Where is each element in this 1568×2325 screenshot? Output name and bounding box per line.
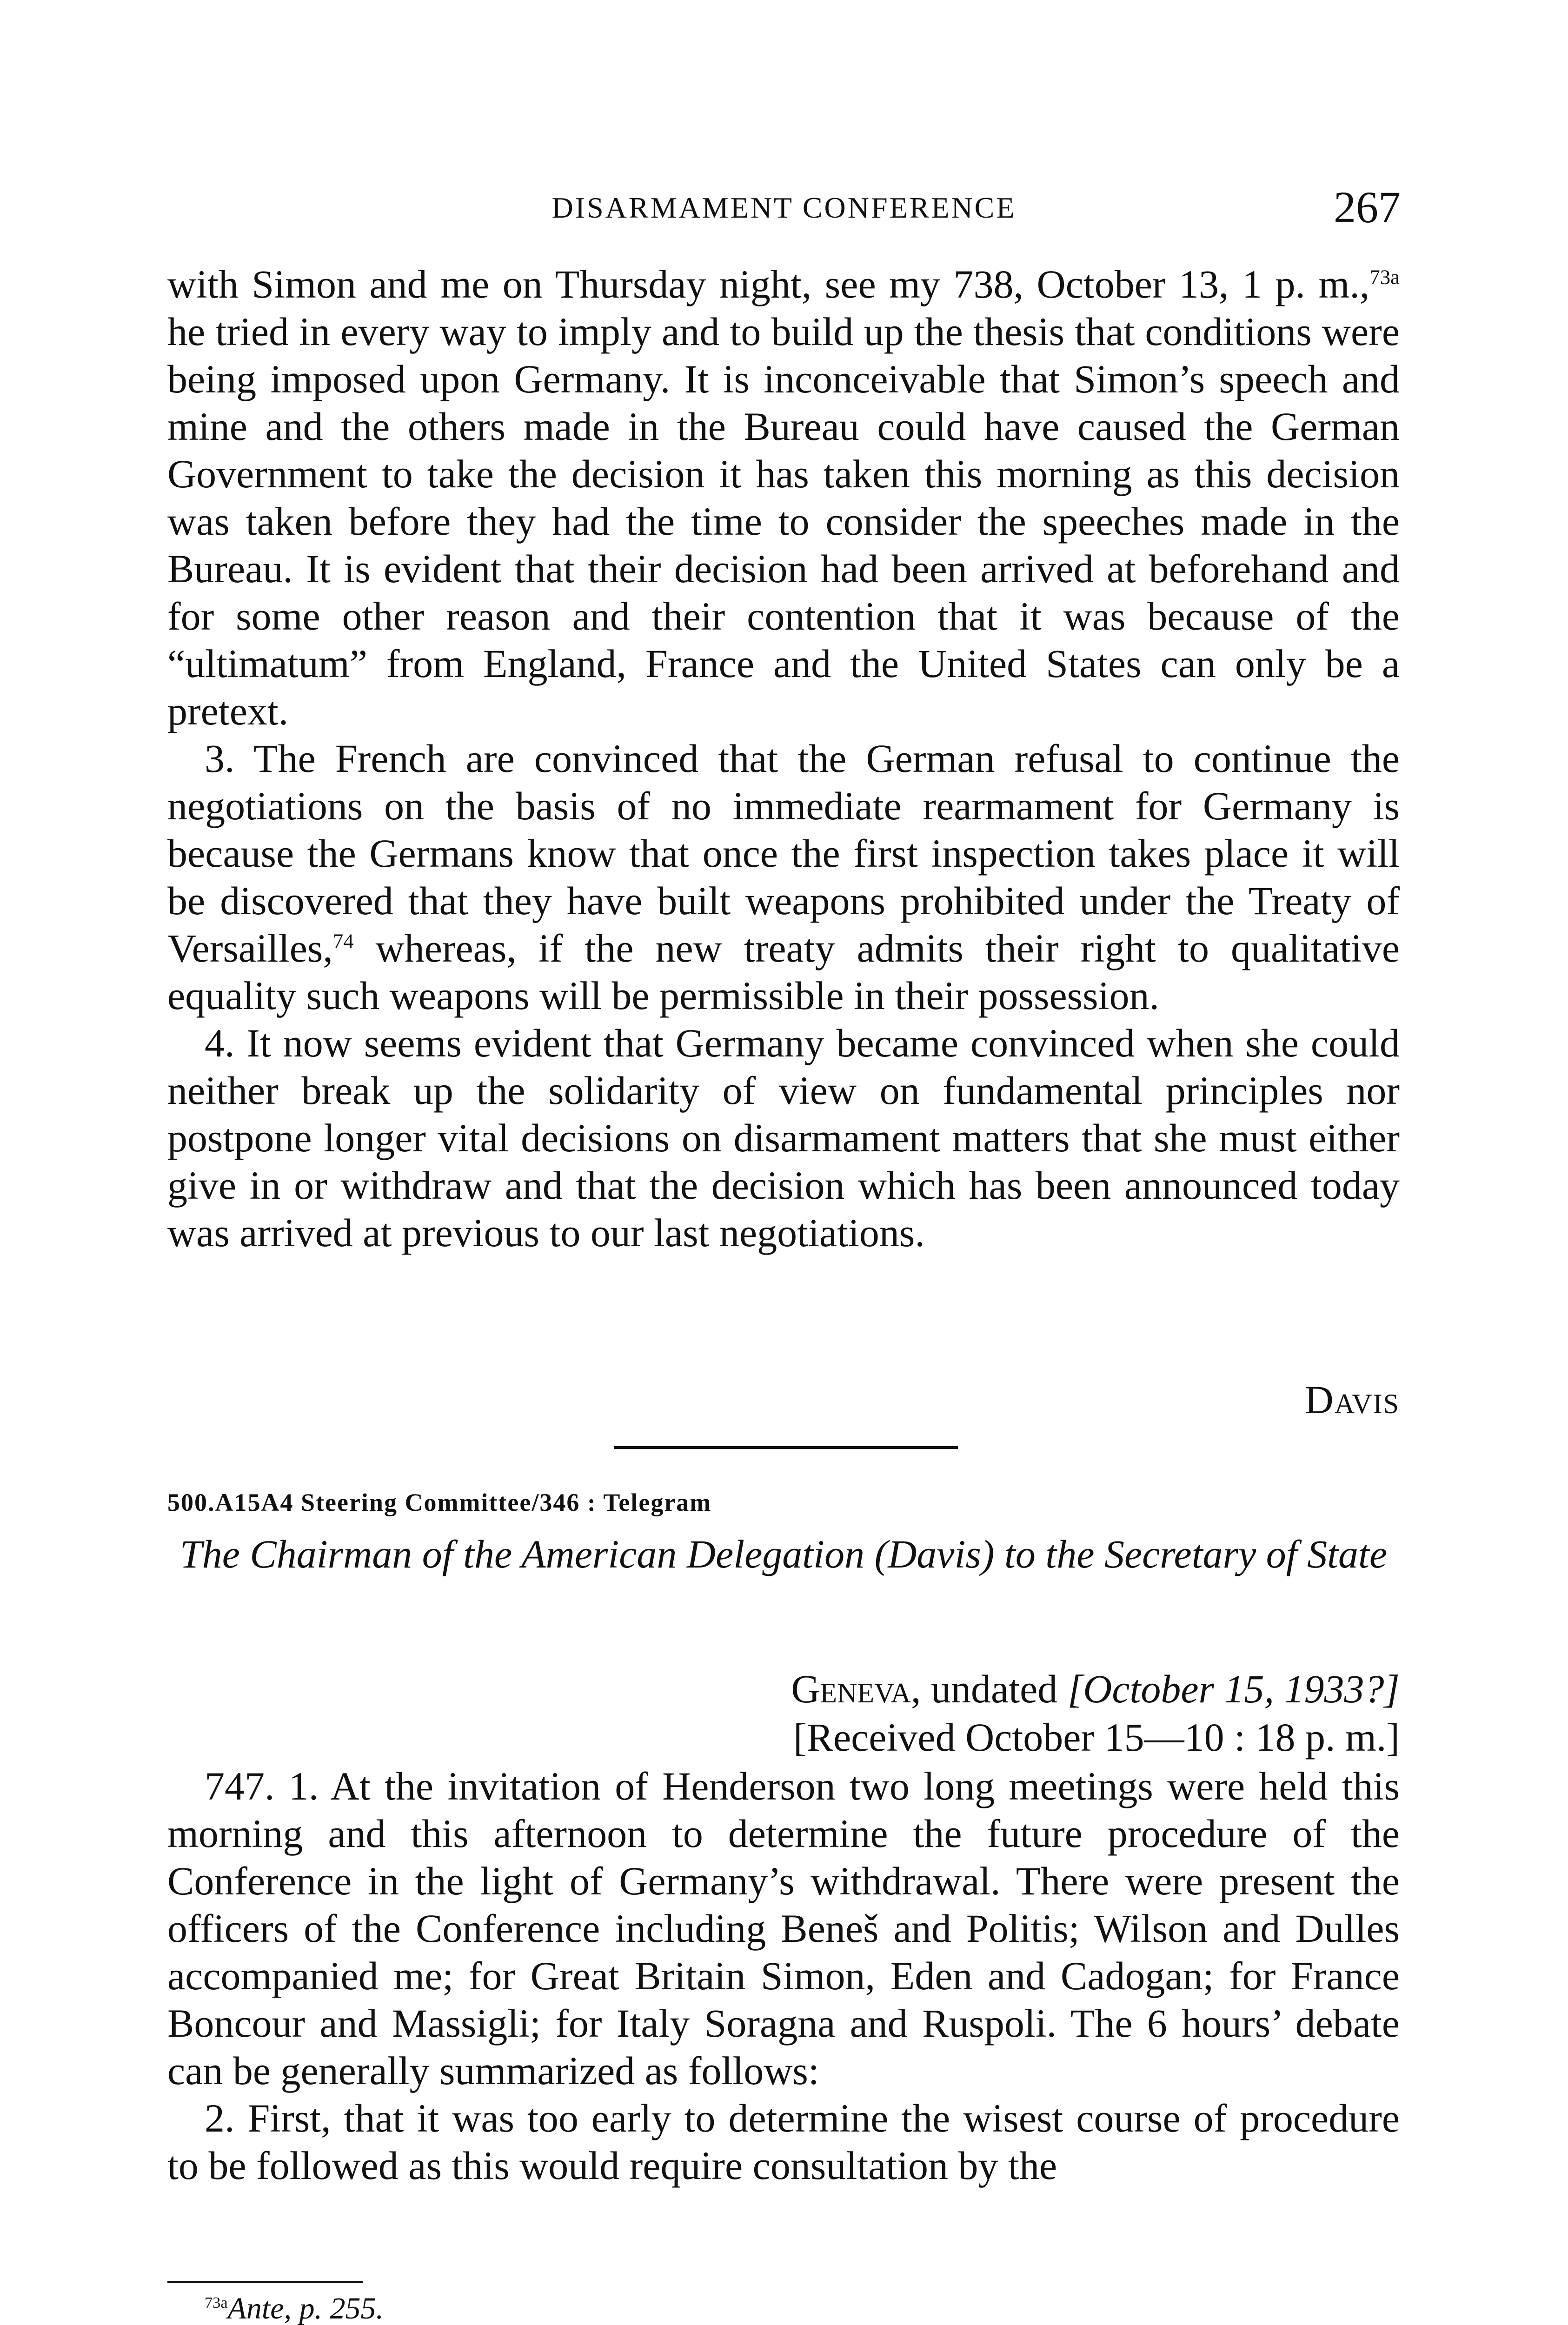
paragraph-continuation (167, 260, 1400, 735)
paragraph-text: whereas, if the new treaty admits their right to qualitative equality such weapons will be permissible in their possession. (167, 926, 1400, 1018)
paragraph-text: with Simon and me on Thursday night, see my 738, October 13, 1 p. m., (167, 262, 1370, 306)
page-header (167, 181, 1401, 232)
dateline (791, 1665, 1400, 1761)
paragraph-text: he tried in every way to imply and to build up the thesis that conditions were being imposed upon Germany. It is inconceivable that Simon’s speech and mine and the others made in the Bureau could have caused the German Government to take the decision it has taken this morning as this decision was taken before they had the time to consider the speeches made in the Bureau. It is evident that their decision had been arrived at beforehand and for some other reason and their contention that it was because of the “ultimatum” from England, France and the United States can only be a pretext. (167, 309, 1400, 733)
document-title: The Chairman of the American Delegation (Davis) to the Secretary of State (179, 1532, 1388, 1576)
signature: Davis (1304, 1377, 1400, 1422)
telegram-body (167, 1762, 1400, 2189)
telegram-body-continued (167, 260, 1400, 1256)
received-line: [Received October 15—10 : 18 p. m.] (793, 1715, 1400, 1760)
section-divider (614, 1446, 958, 1449)
dateline-undated: , undated (911, 1667, 1068, 1711)
file-reference: 500.A15A4 Steering Committee/346 : Telegram (167, 1488, 712, 1516)
place-name: Geneva (791, 1667, 911, 1711)
dateline-date: [October 15, 1933?] (1067, 1667, 1400, 1711)
footnote-ref-74: 74 (332, 929, 354, 953)
paragraph-4: 4. It now seems evident that Germany became convinced when she could neither break up the solidarity of view on fundamental principles nor postpone longer vital decisions on disarmament matters that she must either give in or withdraw and that the decision which has been announced today was arrived at previous to our last negotiations. (167, 1021, 1400, 1255)
paragraph-text: 3. The French are convinced that the German refusal to continue the negotiations on the basis of no immediate rearmament for Germany is because the Germans know that once the first inspection takes place it will be discovered that they have built weapons prohibited under the Treaty of Versailles, (167, 736, 1400, 970)
footnotes (167, 2290, 1400, 2325)
footnote-divider (167, 2281, 363, 2283)
footnote-mark: 73a (205, 2294, 228, 2312)
paragraph-3 (167, 735, 1400, 1019)
dateline-line (791, 1665, 1400, 1713)
footnote-text: Ante, p. 255. (227, 2292, 384, 2325)
running-title: DISARMAMENT CONFERENCE (551, 191, 1017, 224)
page-number: 267 (1334, 182, 1401, 232)
paragraph-2: 2. First, that it was too early to determine the wisest course of procedure to be followed as this would require consultation by the (167, 2096, 1400, 2188)
paragraph-747: 747. 1. At the invitation of Henderson two long meetings were held this morning and this afternoon to determine the future procedure of the Conference in the light of Germany’s withdrawal. There were present the officers of the Conference including Beneš and Politis; Wilson and Dulles accompanied me; for Great Britain Simon, Eden and Cadogan; for France Boncour and Massigli; for Italy Soragna and Ruspoli. The 6 hours’ debate can be generally summarized as follows: (167, 1764, 1400, 2093)
footnote-73a (167, 2290, 1400, 2325)
footnote-ref-73a: 73a (1369, 265, 1400, 289)
